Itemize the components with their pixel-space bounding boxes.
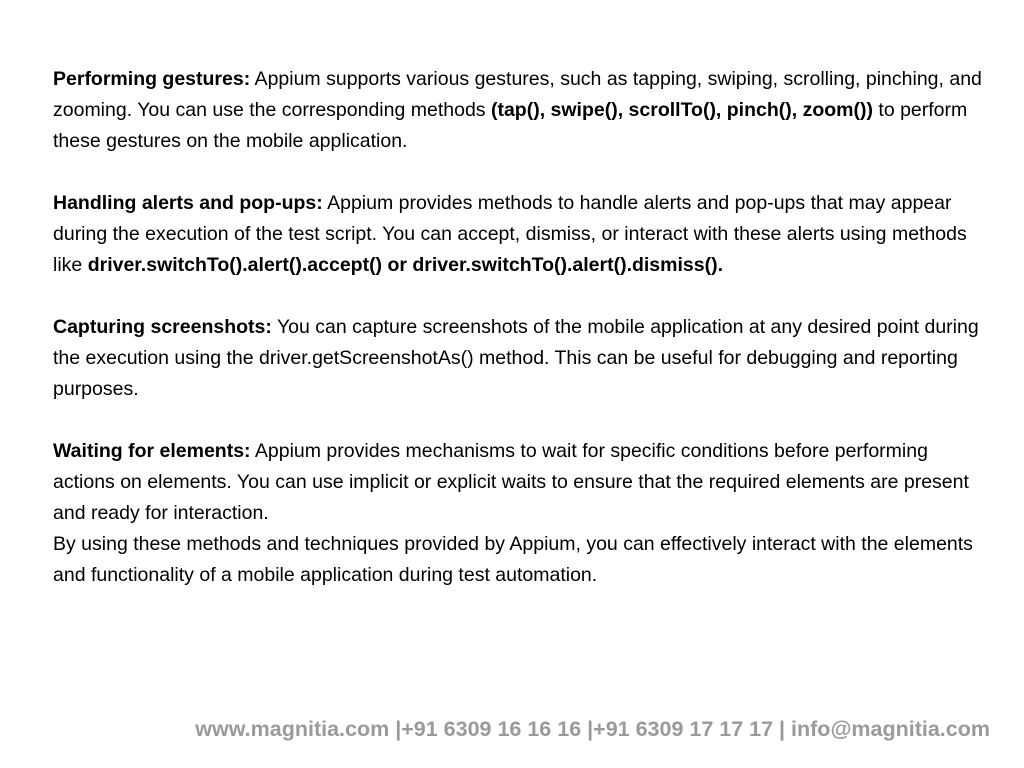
gestures-text-end: to perform these gestures on the mobile application. — [53, 99, 968, 152]
footer-contact: www.magnitia.com |+91 6309 16 16 16 |+91 6309 17 17 17 | info@magnitia.com — [195, 717, 990, 741]
closing-paragraph: By using these methods and techniques provided by Appium, you can effectively interact with the elements and functionality of a mobile application during test automation. — [53, 533, 973, 586]
alerts-text: Appium provides methods to handle alerts and pop-ups that may appear during the execution of the test script. You can accept, dismiss, or interact with these alerts using methods like — [53, 192, 967, 276]
screenshots-heading: Capturing screenshots: — [53, 316, 272, 338]
gestures-text: Appium supports various gestures, such as tapping, swiping, scrolling, pinching, and zooming. You can use the corresponding methods — [53, 68, 982, 121]
waiting-heading: Waiting for elements: — [53, 440, 251, 462]
slide-body — [53, 64, 993, 591]
alerts-paragraph — [53, 188, 993, 281]
gestures-methods: (tap(), swipe(), scrollTo(), pinch(), zoom()) — [490, 99, 873, 121]
alerts-methods: driver.switchTo().alert().accept() or driver.switchTo().alert().dismiss(). — [87, 254, 724, 276]
screenshots-paragraph — [53, 312, 993, 405]
waiting-paragraph — [53, 436, 993, 529]
gestures-heading: Performing gestures: — [53, 68, 251, 90]
alerts-heading: Handling alerts and pop-ups: — [53, 192, 323, 214]
gestures-paragraph — [53, 64, 993, 157]
waiting-text: Appium provides mechanisms to wait for specific conditions before performing actions on elements. You can use implicit or explicit waits to ensure that the required elements are present and ready for interaction. — [53, 440, 969, 524]
screenshots-text: You can capture screenshots of the mobile application at any desired point during the execution using the driver.getScreenshotAs() method. This can be useful for debugging and reporting purposes. — [53, 316, 979, 400]
